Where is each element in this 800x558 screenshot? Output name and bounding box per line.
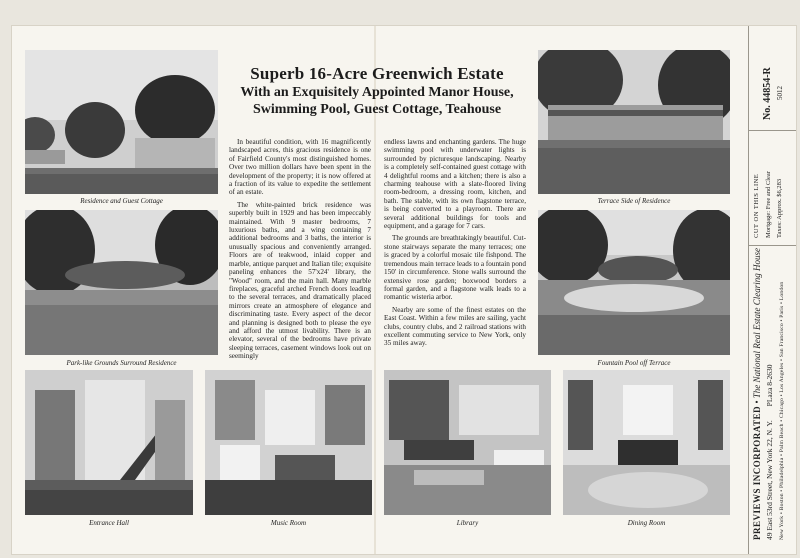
phone-text: PLaza 8-2630 bbox=[765, 364, 774, 407]
company-address bbox=[765, 364, 774, 540]
sidebar-divider bbox=[748, 130, 796, 131]
caption-park-grounds: Park-like Grounds Surround Residence bbox=[66, 359, 177, 367]
photo-library bbox=[384, 370, 551, 515]
caption-terrace-side: Terrace Side of Residence bbox=[597, 197, 671, 205]
caption-residence-guest-cottage: Residence and Guest Cottage bbox=[80, 197, 163, 205]
caption-music-room: Music Room bbox=[270, 519, 307, 527]
caption-dining-room: Dining Room bbox=[627, 519, 666, 527]
cut-line-label: CUT ON THIS LINE bbox=[753, 173, 760, 238]
caption-library: Library bbox=[456, 519, 479, 527]
photo-fountain-pool bbox=[538, 210, 730, 355]
body-paragraph: The grounds are breathtakingly beautiful. Cut-stone stairways separate the many terraces; one is graced by a colorful mosaic tile fishpond. The tremendous main terrace leads to a fountain pond 150' in circumference. Stone walls surround the extensive rose garden; boxwood borders a formal garden, and a flagstone walk leads to a romantic wisteria arbor. bbox=[384, 234, 526, 302]
body-paragraph: In beautiful condition, with 16 magnificently landscaped acres, this gracious residence is one of Fairfield County's most distinguished homes. Over two million dollars have been spent in the development of the property; it is now offered at a fraction of its value to expedite the settlement of an estate. bbox=[229, 138, 371, 197]
company-label: PREVIEWS INCORPORATED bbox=[752, 405, 762, 540]
headline-line-3: Swimming Pool, Guest Cottage, Teahouse bbox=[252, 102, 502, 117]
photo-park-grounds bbox=[25, 210, 218, 355]
taxes-text: Taxes: Approx. $6,283 bbox=[776, 178, 783, 238]
body-column-2 bbox=[384, 138, 526, 352]
photo-residence-guest-cottage bbox=[25, 50, 218, 194]
address-text: 49 East 53rd Street, New York 22, N. Y. bbox=[765, 420, 774, 540]
body-paragraph: Nearby are some of the finest estates on the East Coast. Within a few miles are sailing, yacht clubs, country clubs, and 2 railroad stations with excellent commuting service to New York, only 35 miles away. bbox=[384, 305, 526, 348]
company-name bbox=[752, 248, 762, 540]
photo-terrace-side bbox=[538, 50, 730, 194]
office-cities: New York • Boston • Philadelphia • Palm Beach • Chicago • Los Angeles • San Francisco • Paris • London bbox=[779, 281, 785, 540]
company-tagline: • The National Real Estate Clearing House bbox=[752, 247, 762, 404]
body-paragraph: endless lawns and enchanting gardens. The huge swimming pool with underwater lights is surrounded by picturesque landscaping. Nearby is a completely self-contained guest cottage with 4 delightful rooms and a kitchen; there is also a charming teahouse with a slate-floored living room-bedroom, a dressing room, kitchen, and bath. The stable, with its own flagstone terrace, is being converted to a playroom. There are several additional buildings for tools and equipment, and a garage for 7 cars. bbox=[384, 138, 526, 231]
caption-entrance-hall: Entrance Hall bbox=[89, 519, 129, 527]
photo-dining-room bbox=[563, 370, 730, 515]
headline-line-1: Superb 16-Acre Greenwich Estate bbox=[250, 64, 504, 83]
photo-music-room bbox=[205, 370, 372, 515]
headline-line-2: With an Exquisitely Appointed Manor House, bbox=[240, 85, 514, 100]
mortgage-text: Mortgage: Free and Clear bbox=[765, 171, 772, 238]
sidebar-divider bbox=[748, 245, 796, 246]
listing-subnumber: 5012 bbox=[776, 86, 784, 100]
photo-entrance-hall bbox=[25, 370, 193, 515]
body-paragraph: The white-painted brick residence was superbly built in 1929 and has been impeccably maintained. With 9 master bedrooms, 7 luxurious baths, and a wing containing 7 additional bedrooms and 3 baths, the interior is unusually spacious and conveniently arranged. Floors are of teakwood, inlaid copper and marble, antique parquet and Italian tile; exquisite paneling enhances the 57'x24' library, the "Wood" room, and the main hall. Many marble fireplaces, graceful arched French doors leading to the several terraces, and dramatically placed mirrors create an atmosphere of elegance and discriminating taste. Every aspect of the decor and planning is designed both to please the eye and afford the utmost livability. There is an elevator, several of the bedrooms have private sleeping terraces, casement windows look out on seemingly bbox=[229, 200, 371, 361]
listing-number: No. 44854-R bbox=[762, 67, 773, 120]
caption-fountain-pool: Fountain Pool off Terrace bbox=[597, 359, 671, 367]
body-column-1 bbox=[229, 138, 371, 365]
headline bbox=[222, 64, 532, 118]
